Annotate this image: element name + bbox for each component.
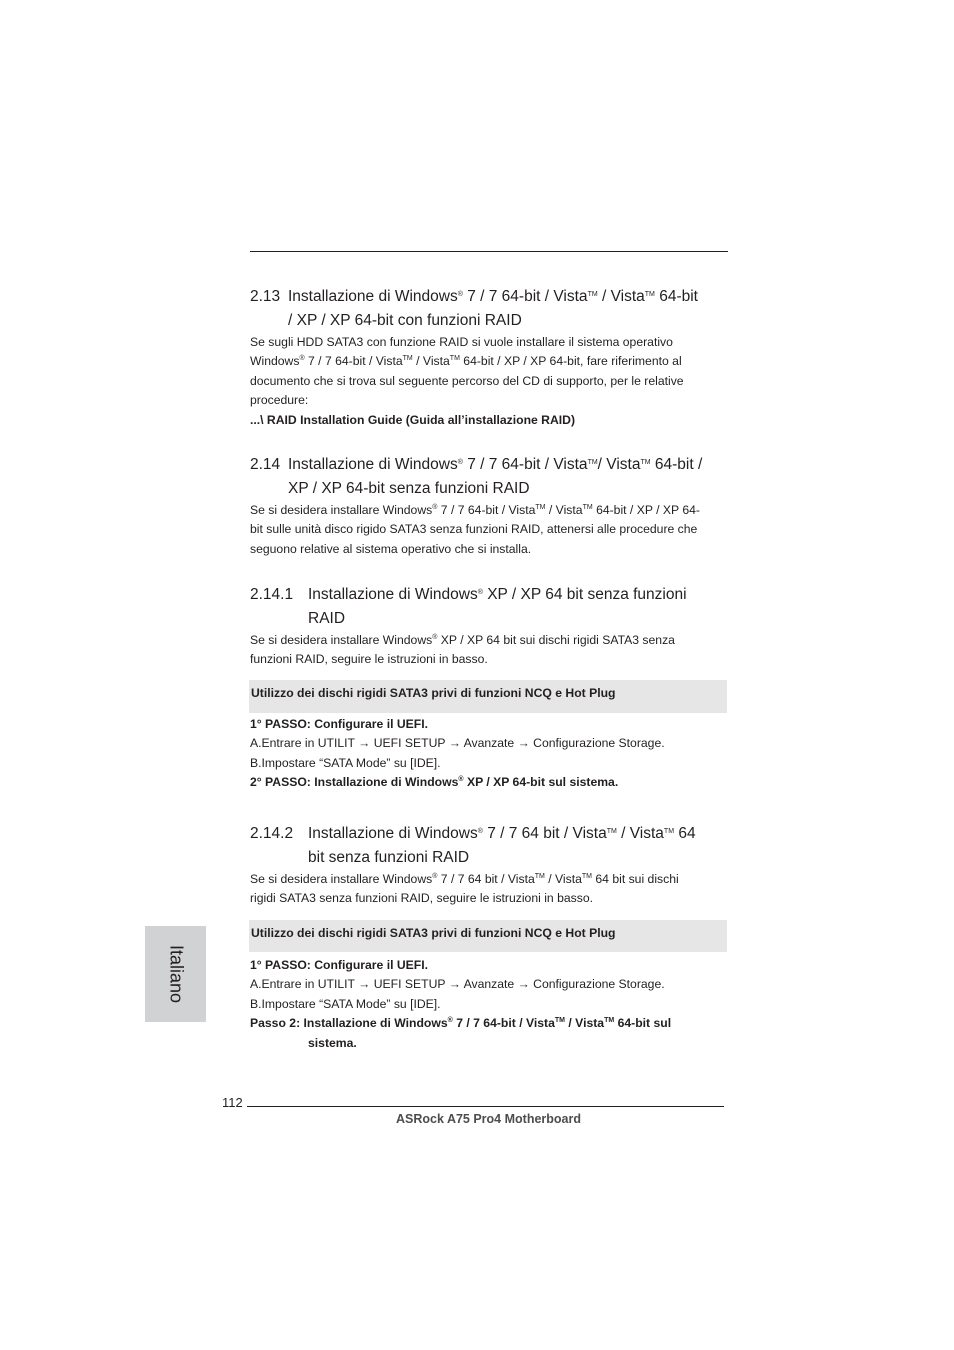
note-box-2-14-2: Utilizzo dei dischi rigidi SATA3 privi di funzioni NCQ e Hot Plug bbox=[249, 920, 727, 952]
heading-2-14-2: 2.14.2 Installazione di Windows® 7 / 7 64 bit / Vista™ / Vista™ 64 bit senza funzioni RAID bbox=[250, 825, 696, 866]
steps-2-14-2: 1° PASSO: Configurare il UEFI. A.Entrare in UTILIT → UEFI SETUP → Avanzate → Configurazione Storage. B.Impostare “SATA Mode” su [IDE]. Passo 2: Installazione di Windows® 7 / 7 64-bit / Vista™ / Vista™ 64-bit sul sistema. bbox=[250, 958, 672, 1050]
heading-2-14-1: 2.14.1 Installazione di Windows® XP / XP 64 bit senza funzioni RAID bbox=[250, 586, 687, 627]
footer-title: ASRock A75 Pro4 Motherboard bbox=[396, 1112, 581, 1126]
language-tab-label: Italiano bbox=[166, 944, 186, 1004]
footer-rule bbox=[247, 1106, 724, 1107]
heading-2-13: 2.13 Installazione di Windows® 7 / 7 64-bit / Vista™ / Vista™ 64-bit / XP / XP 64-bit con funzioni RAID bbox=[250, 288, 698, 329]
steps-2-14-1: 1° PASSO: Configurare il UEFI. A.Entrare in UTILIT → UEFI SETUP → Avanzate → Configurazione Storage. B.Impostare “SATA Mode” su [IDE]. 2° PASSO: Installazione di Windows® XP / XP 64-bit sul sistema. bbox=[250, 717, 665, 790]
top-rule bbox=[250, 251, 728, 252]
heading-2-14: 2.14 Installazione di Windows® 7 / 7 64-bit / Vista™/ Vista™ 64-bit / XP / XP 64-bit senza funzioni RAID bbox=[250, 456, 703, 497]
paragraph-2-14-1: Se si desidera installare Windows® XP / XP 64 bit sui dischi rigidi SATA3 senza funzioni RAID, seguire le istruzioni in basso. bbox=[250, 633, 675, 667]
paragraph-2-14-2: Se si desidera installare Windows® 7 / 7 64 bit / Vista™ / Vista™ 64 bit sui dischi rigidi SATA3 senza funzioni RAID, seguire le istruzioni in basso. bbox=[250, 872, 679, 906]
page-number: 112 bbox=[222, 1095, 243, 1110]
paragraph-2-14: Se si desidera installare Windows® 7 / 7 64-bit / Vista™ / Vista™ 64-bit / XP / XP 64- bit sulle unità disco rigido SATA3 senza funzioni RAID, attenersi alle procedure che seguono relative al sistema operativo che si installa. bbox=[250, 503, 700, 556]
note-box-2-14-1: Utilizzo dei dischi rigidi SATA3 privi di funzioni NCQ e Hot Plug bbox=[249, 680, 727, 713]
paragraph-2-13: Se sugli HDD SATA3 con funzione RAID si vuole installare il sistema operativo Windows® 7 / 7 64-bit / Vista™ / Vista™ 64-bit / XP / XP 64-bit, fare riferimento al documento che si trova sul seguente percorso del CD di supporto, per le relative procedure: ...\ RAID Installation Guide (Guida all’installazione RAID) bbox=[250, 333, 726, 430]
language-tab bbox=[145, 926, 206, 1022]
raid-guide-path: ...\ RAID Installation Guide (Guida all’installazione RAID) bbox=[250, 412, 576, 427]
